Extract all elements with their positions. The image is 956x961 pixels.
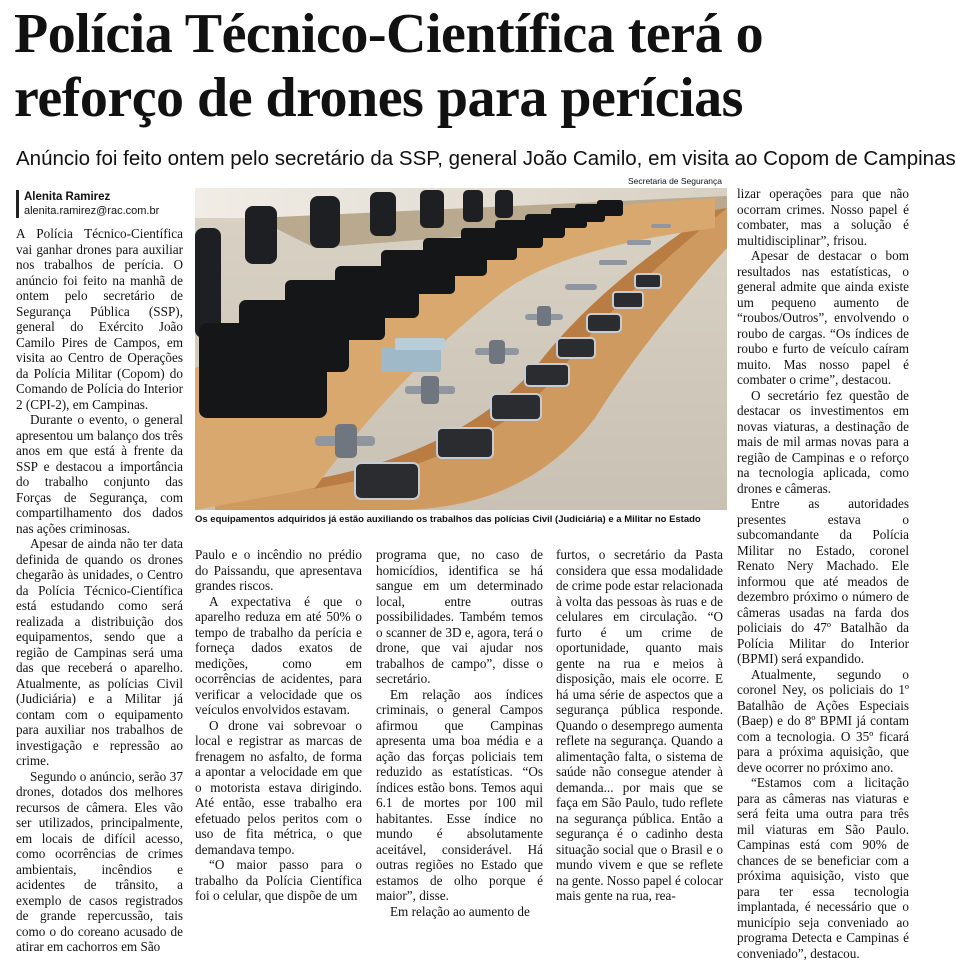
paragraph: A Polícia Técnico-Científica vai ganhar drones para auxiliar nos trabalhos de perícia. O anúncio foi feito na manhã de ontem pelo secretário de Segurança Pública (SSP), general do Exército João Camilo Pires de Campos, em visita ao Centro de Operações da Polícia Militar (Copom) do Comando de Polícia do Interior 2 (CPI-2), em Campinas. [16, 226, 183, 412]
paragraph: O secretário fez questão de destacar os investimentos em novas viaturas, a destinação de mais de mil armas novas para a região de Campinas e o reforço na tecnologia aplicada, como drones e câmeras. [737, 387, 909, 496]
paragraph: furtos, o secretário da Pasta considera que essa modalidade de crime pode estar relacionada à volta das pessoas às ruas e de celulares em circulação. “O furto é um crime de oportunidade, quanto mais gente na rua e meios à disposição, mais ele ocorre. E há uma série de aspectos que a segurança pública responde. Quando o desemprego aumenta reflete na segurança. Quando a alimentação falta, o sistema de saúde não consegue atender à demanda... por mais que se faça em São Paulo, tudo reflete na segurança pública. Então a segurança é o cadinho desta situação social que o Brasil e o mundo vivem e que se reflete na gente. Nosso papel é colocar mais gente na rua, rea- [556, 547, 723, 903]
author-email[interactable]: alenita.ramirez@rac.com.br [24, 205, 160, 217]
drones-table-illustration [195, 188, 727, 510]
byline [16, 190, 194, 218]
article-column-5 [737, 186, 909, 961]
photo-caption: Os equipamentos adquiridos já estão auxiliando os trabalhos das polícias Civil (Judiciária) e a Militar no Estado [195, 514, 701, 525]
paragraph: programa que, no caso de homicídios, identifica se há sangue em um determinado local, entre outras possibilidades. Também temos o scanner de 3D e, agora, terá o drone, que vai ajudar nos trabalhos de campo”, disse o secretário. [376, 547, 543, 686]
author-name: Alenita Ramirez [24, 191, 111, 203]
paragraph: Atualmente, segundo o coronel Ney, os policiais do 1º Batalhão de Ações Especiais (Baep) e do 8º BPMI já contam com a tecnologia. O 35º ficará para a próxima aquisição, que deve ocorrer no próximo ano. [737, 666, 909, 775]
paragraph: “O maior passo para o trabalho da Polícia Científica foi o celular, que dispõe de um [195, 857, 362, 903]
headline-line-2: reforço de drones para perícias [14, 67, 743, 129]
paragraph: O drone vai sobrevoar o local e registrar as marcas de frenagem no asfalto, de forma a apontar a velocidade em que o motorista estava dirigindo. Até então, esse trabalho era efetuado pelos peritos com o uso de fita métrica, o que demandava tempo. [195, 717, 362, 857]
headline-line-1: Polícia Técnico-Científica terá o [14, 3, 764, 65]
subtitle: Anúncio foi feito ontem pelo secretário da SSP, general João Camilo, em visita ao Copom de Campinas [16, 147, 956, 170]
paragraph: Segundo o anúncio, serão 37 drones, dotados dos melhores recursos de câmera. Eles vão ser utilizados, principalmente, em locais de difícil acesso, como ocorrências de crimes ambientais, incêndios e acidentes de trânsito, a exemplo de casos registrados de grande repercussão, tais como o do coreano acusado de atirar em cachorros em São [16, 768, 183, 954]
headline [14, 2, 909, 130]
paragraph: Paulo e o incêndio no prédio do Paissandu, que apresentava grandes riscos. [195, 547, 362, 593]
article-column-1 [16, 226, 183, 954]
paragraph: Apesar de ainda não ter data definida de quando os drones chegarão às unidades, o Centro da Polícia Técnico-Científica está estudando como será realizada a distribuição dos equipamentos, sendo que a região de Campinas será uma das que receberá o aparelho. Atualmente, as polícias Civil (Judiciária) e a Militar já contam com o equipamento para auxiliar nos trabalhos de investigação e repressão ao crime. [16, 536, 183, 768]
paragraph: Em relação aos índices criminais, o general Campos afirmou que Campinas apresenta uma boa média e a ação das forças policiais tem reduzido as estatísticas. “Os índices estão bons. Temos aqui 6.1 de mortes por 100 mil habitantes. Esse índice no mundo é absolutamente aceitável, considerável. Há outras regiões no Estado que estamos de olho porque é maior”, disse. [376, 686, 543, 903]
paragraph: “Estamos com a licitação para as câmeras nas viaturas e será feita uma outra para três mil viaturas em São Paulo. Campinas está com 90% de chances de se beneficiar com a próxima aquisição, visto que para ter essa tecnologia implantada, é necessário que o município seja conveniado ao programa Detecta e Campinas é conveniado”, destacou. [737, 775, 909, 961]
paragraph: lizar operações para que não ocorram crimes. Nosso papel é combater, mas a solução é multidisciplinar”, frisou. [737, 186, 909, 248]
paragraph: Durante o evento, o general apresentou um balanço dos três anos em que está à frente da SSP e destacou a importância do trabalho conjunto das Forças de Segurança, com compartilhamento dos dados nas ações criminosas. [16, 412, 183, 536]
paragraph: Entre as autoridades presentes estava o subcomandante da Polícia Militar no Estado, coronel Renato Nery Machado. Ele informou que até meados de dezembro próximo o número de câmeras usadas na farda dos policiais do 47º Batalhão da Polícia Militar do Interior (BPMI) será expandido. [737, 496, 909, 666]
photo-credit: Secretaria de Segurança [627, 176, 722, 186]
article-column-4 [556, 547, 723, 903]
drones-photo [195, 188, 727, 510]
article-column-2 [195, 547, 362, 903]
paragraph: Apesar de destacar o bom resultados nas estatísticas, o general admite que ainda existe um pequeno aumento de “roubos/Outros”, envolvendo o roubo de cargas. “Os índices de roubo e furto de veículo caíram muito. Mas nosso papel é combater o crime”, destacou. [737, 248, 909, 387]
paragraph: Em relação ao aumento de [390, 903, 530, 919]
article-column-3 [376, 547, 543, 919]
paragraph: A expectativa é que o aparelho reduza em até 50% o tempo de trabalho da perícia e forneça dados exatos de medições, como em ocorrências de acidentes, para verificar a velocidade que os veículos envolvidos estavam. [195, 593, 362, 717]
